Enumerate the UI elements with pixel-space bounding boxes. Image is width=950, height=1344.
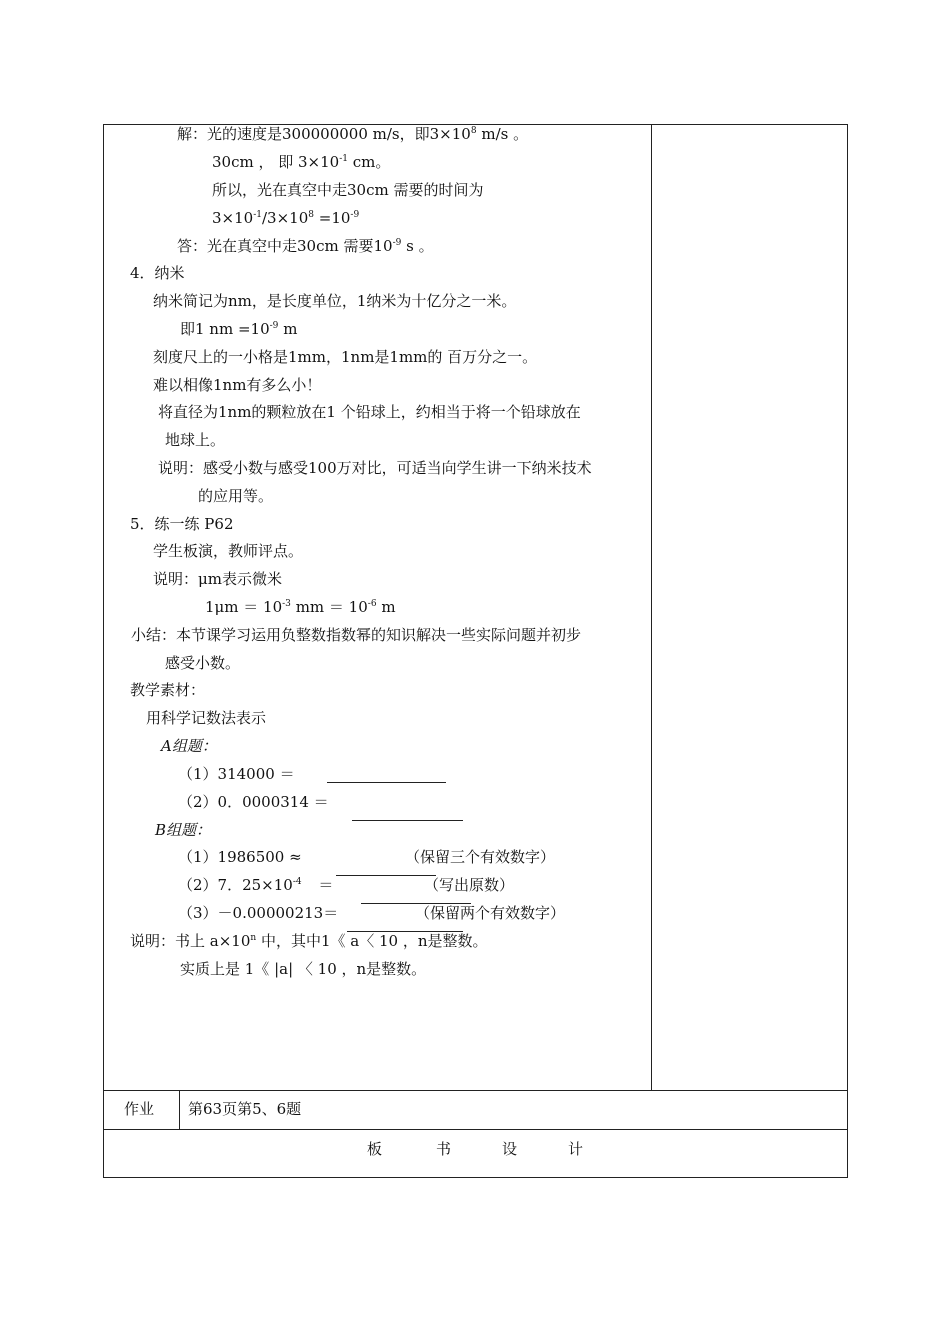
notation-note: 说明：书上 $a\times 10^n$ 中，其中1《 a〈 10 ，n是整数。: [130, 932, 488, 950]
note-overline: [347, 931, 463, 932]
note-line-cont: 的应用等。: [198, 487, 274, 505]
lesson-table: [103, 124, 848, 1178]
answer-blank-a1: [327, 782, 446, 783]
therefore-line: 所以，光在真空中走30cm 需要的时间为: [212, 181, 484, 199]
micrometer-note: 说明：μm表示微米: [153, 570, 282, 588]
practice-line: 学生板演，教师评点。: [153, 542, 304, 560]
ruler-line: 刻度尺上的一小格是1mm，1nm是1mm的 百万分之一。: [153, 348, 538, 366]
board-char-3: 设: [502, 1140, 518, 1158]
question-b1: （1）1986500 ≈: [178, 848, 302, 866]
nanometer-equation: 即1 nm $=10^{-9}$ m: [180, 320, 298, 338]
homework-label-divider: [179, 1090, 180, 1130]
calculation-line: $3\times 10^{-1}/3\times 10^8 =10^{-9}$: [212, 209, 360, 227]
particle-line-cont: 地球上。: [165, 431, 226, 449]
summary-line: 小结：本节课学习运用负整数指数幂的知识解决一些实际问题并初步: [131, 626, 582, 644]
section-4-title: 4．纳米: [130, 264, 185, 282]
material-heading: 教学素材：: [130, 681, 206, 699]
question-b1-note: （保留三个有效数字）: [405, 848, 556, 866]
answer-line: 答：光在真空中走30cm 需要$10^{-9}$ s 。: [177, 237, 434, 255]
note-line: 说明：感受小数与感受100万对比，可适当向学生讲一下纳米技术: [158, 459, 592, 477]
board-top-rule: [103, 1129, 848, 1130]
micrometer-equation: $1\mu m = 10^{-3}$ mm ＝ $10^{-6}$ m: [205, 598, 396, 616]
question-a2: （2）0．0000314 ＝: [178, 793, 329, 811]
particle-line: 将直径为1nm的颗粒放在1 个铅球上，约相当于将一个铅球放在: [158, 403, 581, 421]
section-5-title: 5．练一练 P62: [130, 515, 234, 533]
task-line: 用科学记数法表示: [146, 709, 267, 727]
board-char-2: 书: [436, 1140, 452, 1158]
solution-line: 解：光的速度是300000000 m/s，即$3\times 10^8$ m/s 。: [177, 125, 529, 143]
answer-blank-a2: [352, 820, 463, 821]
board-char-4: 计: [568, 1140, 584, 1158]
group-a-title: A组题：: [161, 737, 217, 755]
board-char-1: 板: [367, 1140, 383, 1158]
question-b2: （2）7．$25\times 10^{-4}$ ＝: [178, 876, 334, 894]
homework-text: 第63页第5、6题: [188, 1100, 302, 1118]
nanometer-definition: 纳米简记为nm，是长度单位，1纳米为十亿分之一米。: [153, 292, 517, 310]
question-b3: （3）－0.00000213＝: [178, 904, 339, 922]
right-column-divider: [651, 124, 652, 1091]
question-a1: （1）314000 ＝: [178, 765, 295, 783]
group-b-title: B组题：: [155, 821, 212, 839]
notation-note-cont: 实质上是 1《 |a| 〈 10 ，n是整数。: [180, 960, 427, 978]
homework-label: 作业: [124, 1100, 155, 1118]
question-b3-note: （保留两个有效数字）: [415, 904, 566, 922]
summary-line-cont: 感受小数。: [165, 654, 241, 672]
homework-top-rule: [103, 1090, 848, 1091]
length-line: 30cm ， 即 $3\times 10^{-1}$ cm。: [212, 153, 391, 171]
question-b2-note: （写出原数）: [424, 876, 515, 894]
answer-blank-b2: [336, 875, 436, 876]
imagine-line: 难以相像1nm有多么小！: [153, 376, 322, 394]
